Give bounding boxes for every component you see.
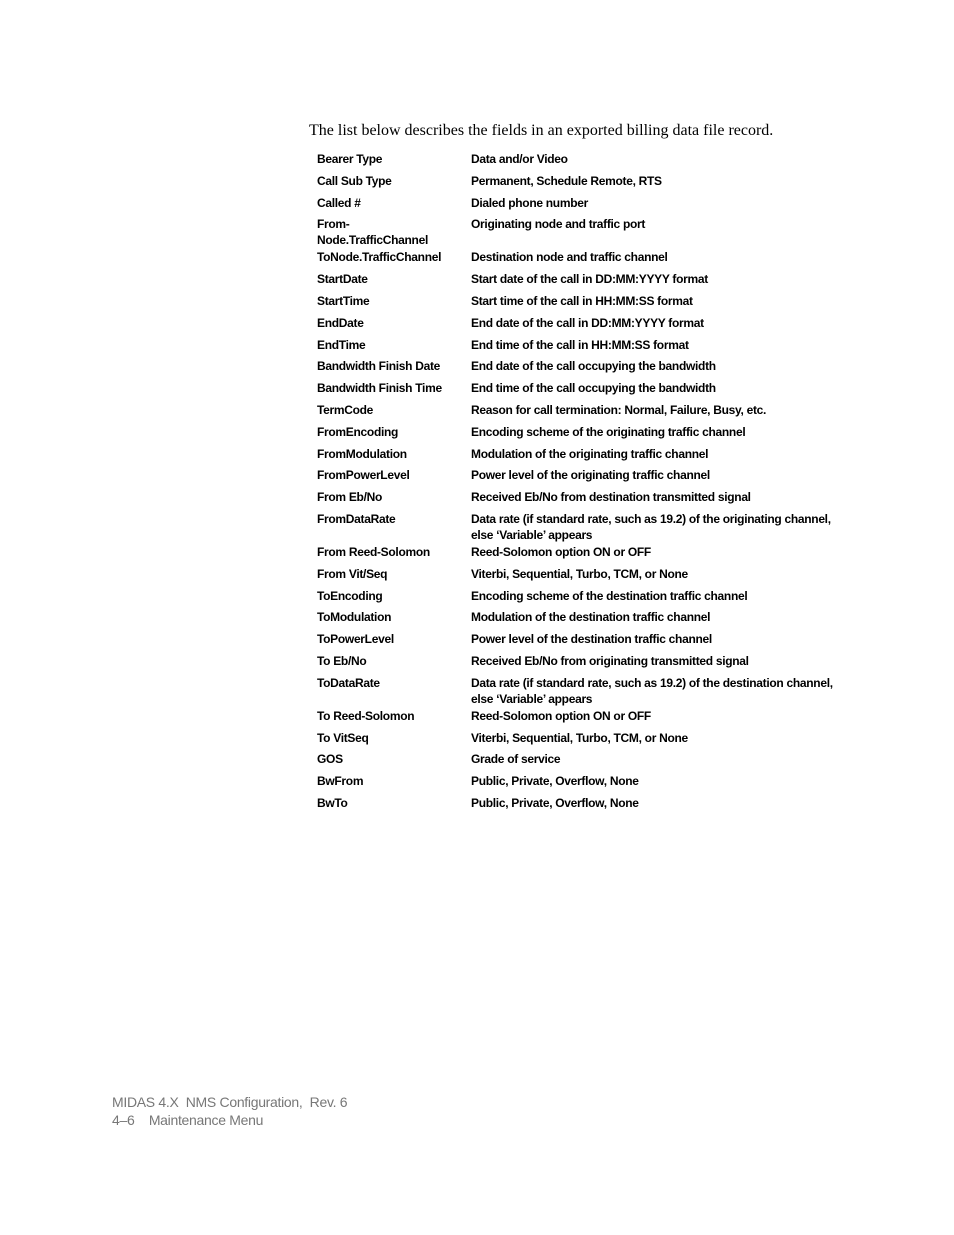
field-name: BwFrom bbox=[317, 774, 364, 789]
page-footer bbox=[112, 1093, 347, 1129]
field-row bbox=[317, 423, 847, 445]
field-name: ToPowerLevel bbox=[317, 632, 394, 647]
field-description: Encoding scheme of the destination traffic channel bbox=[471, 588, 748, 603]
field-description: Encoding scheme of the originating traffic channel bbox=[471, 424, 746, 439]
field-row bbox=[317, 314, 847, 336]
field-description: Modulation of the originating traffic channel bbox=[471, 446, 709, 461]
field-description: Grade of service bbox=[471, 752, 561, 767]
field-name: StartDate bbox=[317, 272, 368, 287]
field-description: Destination node and traffic channel bbox=[471, 250, 668, 265]
field-row bbox=[317, 488, 847, 510]
field-name: FromDataRate bbox=[317, 511, 396, 526]
field-description: Data rate (if standard rate, such as 19.2) of the destination channel, else ‘Variable’ appears bbox=[471, 675, 833, 706]
field-description: End time of the call in HH:MM:SS format bbox=[471, 337, 689, 352]
field-row bbox=[317, 466, 847, 488]
field-name: From Vit/Seq bbox=[317, 566, 388, 581]
field-name: Call Sub Type bbox=[317, 173, 392, 188]
field-description: Power level of the destination traffic channel bbox=[471, 632, 712, 647]
field-row bbox=[317, 630, 847, 652]
field-row bbox=[317, 215, 847, 248]
field-name: ToModulation bbox=[317, 610, 392, 625]
field-name: To Eb/No bbox=[317, 653, 367, 668]
field-description: Reed-Solomon option ON or OFF bbox=[471, 708, 651, 723]
field-name: From Reed-Solomon bbox=[317, 544, 430, 559]
field-name: GOS bbox=[317, 752, 343, 767]
field-description: Originating node and traffic port bbox=[471, 217, 646, 232]
field-description: Modulation of the destination traffic channel bbox=[471, 610, 711, 625]
field-row bbox=[317, 608, 847, 630]
field-description: Public, Private, Overflow, None bbox=[471, 795, 639, 810]
field-description: Reed-Solomon option ON or OFF bbox=[471, 544, 651, 559]
field-description: Public, Private, Overflow, None bbox=[471, 774, 639, 789]
field-row bbox=[317, 772, 847, 794]
field-row bbox=[317, 194, 847, 216]
field-name: EndTime bbox=[317, 337, 366, 352]
field-row bbox=[317, 707, 847, 729]
field-row bbox=[317, 445, 847, 467]
field-name: From Eb/No bbox=[317, 490, 382, 505]
field-name: FromModulation bbox=[317, 446, 407, 461]
field-name: To Reed-Solomon bbox=[317, 708, 415, 723]
field-name: Bandwidth Finish Time bbox=[317, 381, 442, 396]
footer-document-title: MIDAS 4.X NMS Configuration, Rev. 6 bbox=[112, 1094, 348, 1110]
field-row bbox=[317, 510, 847, 543]
field-row bbox=[317, 652, 847, 674]
field-description: Reason for call termination: Normal, Failure, Busy, etc. bbox=[471, 402, 767, 417]
field-description: Viterbi, Sequential, Turbo, TCM, or None bbox=[471, 730, 688, 745]
field-description: Start date of the call in DD:MM:YYYY format bbox=[471, 272, 708, 287]
field-description: Permanent, Schedule Remote, RTS bbox=[471, 173, 662, 188]
intro-paragraph: The list below describes the fields in an exported billing data file record. bbox=[309, 122, 774, 139]
field-row bbox=[317, 270, 847, 292]
field-description: Start time of the call in HH:MM:SS format bbox=[471, 293, 693, 308]
field-description: Data and/or Video bbox=[471, 152, 568, 166]
field-row bbox=[317, 674, 847, 707]
field-row bbox=[317, 150, 847, 172]
field-row bbox=[317, 401, 847, 423]
billing-field-list bbox=[317, 150, 847, 816]
field-name: BwTo bbox=[317, 795, 348, 810]
field-name: TermCode bbox=[317, 402, 374, 417]
field-description: End time of the call occupying the bandwidth bbox=[471, 381, 716, 396]
field-name: ToDataRate bbox=[317, 675, 380, 690]
field-name: ToNode.TrafficChannel bbox=[317, 250, 442, 265]
field-row bbox=[317, 248, 847, 270]
field-name: To VitSeq bbox=[317, 730, 369, 745]
field-description: End date of the call occupying the bandwidth bbox=[471, 359, 716, 374]
field-name: Bearer Type bbox=[317, 152, 383, 166]
field-description: Dialed phone number bbox=[471, 195, 588, 210]
field-name: Called # bbox=[317, 195, 361, 210]
footer-page-section: 4–6 Maintenance Menu bbox=[112, 1112, 264, 1128]
field-row bbox=[317, 357, 847, 379]
field-row bbox=[317, 543, 847, 565]
field-description: Data rate (if standard rate, such as 19.2) of the originating channel, else ‘Variable’ appears bbox=[471, 511, 831, 542]
field-row bbox=[317, 292, 847, 314]
field-name: FromEncoding bbox=[317, 424, 399, 439]
field-description: Received Eb/No from originating transmitted signal bbox=[471, 653, 749, 668]
field-row bbox=[317, 565, 847, 587]
field-description: End date of the call in DD:MM:YYYY format bbox=[471, 315, 704, 330]
field-name: EndDate bbox=[317, 315, 364, 330]
field-row bbox=[317, 750, 847, 772]
field-row bbox=[317, 729, 847, 751]
field-row bbox=[317, 336, 847, 358]
field-row bbox=[317, 794, 847, 816]
field-name: ToEncoding bbox=[317, 588, 383, 603]
field-name: Bandwidth Finish Date bbox=[317, 359, 441, 374]
field-name: FromPowerLevel bbox=[317, 468, 410, 483]
field-description: Power level of the originating traffic channel bbox=[471, 468, 710, 483]
field-name: From- Node.TrafficChannel bbox=[317, 217, 428, 248]
field-description: Received Eb/No from destination transmitted signal bbox=[471, 490, 751, 505]
field-row bbox=[317, 379, 847, 401]
field-row bbox=[317, 172, 847, 194]
field-row bbox=[317, 587, 847, 609]
field-description: Viterbi, Sequential, Turbo, TCM, or None bbox=[471, 566, 688, 581]
field-name: StartTime bbox=[317, 293, 370, 308]
